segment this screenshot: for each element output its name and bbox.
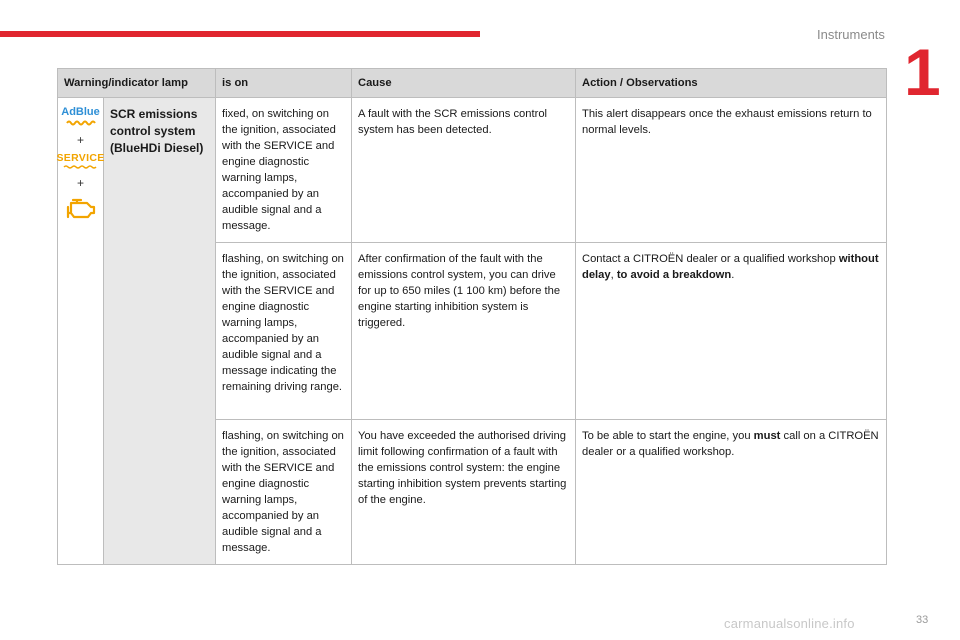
is-on-cell: fixed, on switching on the ignition, associated with the SERVICE and engine diagnostic warning lamps, accompanied by an audible signal and a message. xyxy=(216,98,352,243)
engine-diagnostic-icon xyxy=(64,197,98,221)
table-header-row xyxy=(58,69,887,98)
column-header-cause: Cause xyxy=(352,69,576,98)
action-emphasis: without delay xyxy=(582,253,879,281)
page-number: 33 xyxy=(916,614,929,626)
action-cell xyxy=(576,420,887,565)
lamp-icons-cell xyxy=(58,98,104,565)
warning-lamp-table xyxy=(57,68,887,565)
cause-cell: After confirmation of the fault with the emissions control system, you can drive for up to 650 miles (1 100 km) before the engine starting inhibition system is triggered. xyxy=(352,243,576,420)
is-on-cell: flashing, on switching on the ignition, associated with the SERVICE and engine diagnostic warning lamps, accompanied by an audible signal and a message. xyxy=(216,420,352,565)
action-text: Contact a CITROËN dealer or a qualified workshop xyxy=(582,253,839,265)
chapter-number: 1 xyxy=(904,35,941,109)
column-header-is-on: is on xyxy=(216,69,352,98)
plus-sign: + xyxy=(76,133,84,147)
action-text: . xyxy=(731,269,735,281)
cause-cell: You have exceeded the authorised driving limit following confirmation of a fault with the emissions control system: the engine starting inhibition system prevents starting of the engine. xyxy=(352,420,576,565)
service-icon: SERVICE xyxy=(56,152,105,164)
action-cell: This alert disappears once the exhaust emissions return to normal levels. xyxy=(576,98,887,243)
table-row xyxy=(58,98,887,243)
adblue-icon: AdBlue xyxy=(61,106,100,118)
plus-sign: + xyxy=(76,176,84,190)
action-text: call on a CITROËN dealer or a qualified workshop. xyxy=(582,430,879,458)
lamp-name: SCR emissions control system (BlueHDi Diesel) xyxy=(104,98,216,565)
action-emphasis: must xyxy=(753,430,781,442)
is-on-cell: flashing, on switching on the ignition, associated with the SERVICE and engine diagnostic warning lamps, accompanied by an audible signal and a message indicating the remaining driving range. xyxy=(216,243,352,420)
action-text: , xyxy=(610,269,617,281)
column-header-lamp: Warning/indicator lamp xyxy=(58,69,216,98)
header-red-bar xyxy=(0,31,480,37)
action-text: To be able to start the engine, you xyxy=(582,430,754,442)
adblue-wave-icon xyxy=(66,119,96,126)
service-underline-icon xyxy=(63,165,99,169)
section-title: Instruments xyxy=(817,27,885,42)
action-cell xyxy=(576,243,887,420)
cause-cell: A fault with the SCR emissions control system has been detected. xyxy=(352,98,576,243)
column-header-action: Action / Observations xyxy=(576,69,887,98)
action-emphasis: to avoid a breakdown xyxy=(616,269,732,281)
watermark: carmanualsonline.info xyxy=(724,616,855,631)
